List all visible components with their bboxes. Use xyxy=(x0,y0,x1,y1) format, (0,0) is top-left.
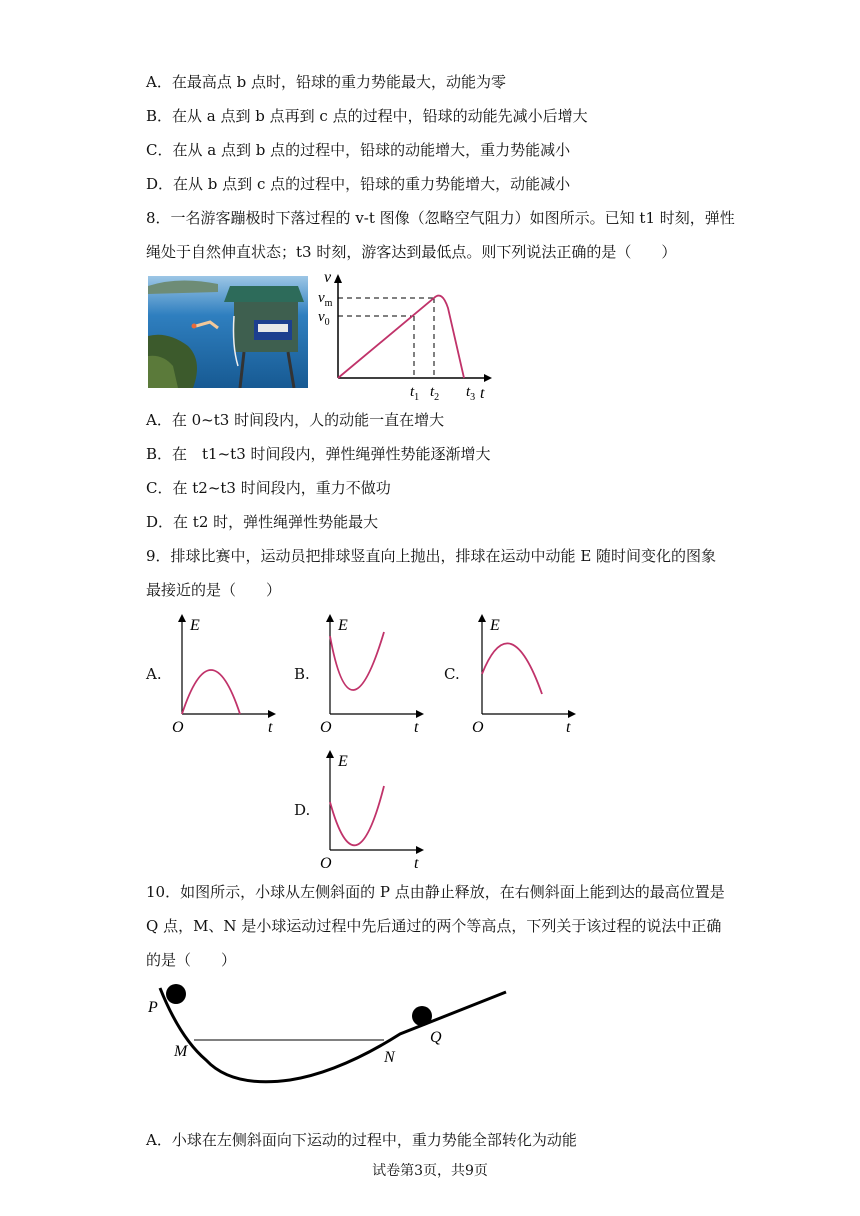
q9-option-b-label: B. xyxy=(294,665,310,683)
q10-stem-line1: 10．如图所示，小球从左侧斜面的 P 点由静止释放，在右侧斜面上能到达的最高位置是 xyxy=(146,883,725,901)
q7-option-d: D．在从 b 点到 c 点的过程中，铅球的重力势能增大，动能减小 xyxy=(146,175,571,193)
bungee-photo xyxy=(148,276,308,388)
curve-c xyxy=(482,643,542,694)
q8-option-d: D．在 t2 时，弹性绳弹性势能最大 xyxy=(146,513,379,531)
v-arrow-icon xyxy=(334,274,342,283)
svg-text:t: t xyxy=(414,719,419,736)
q9-option-a-label: A. xyxy=(146,665,162,683)
label-n: N xyxy=(384,1049,395,1066)
energy-graph-a xyxy=(168,610,288,738)
vt-graph xyxy=(316,268,496,402)
svg-text:E: E xyxy=(490,617,500,634)
t1-label: $t_1$ xyxy=(410,384,420,402)
slope-diagram xyxy=(140,972,520,1092)
q8-option-c: C．在 t2~t3 时间段内，重力不做功 xyxy=(146,479,391,497)
velocity-curve xyxy=(338,296,464,378)
svg-text:O: O xyxy=(172,719,184,736)
curve-b xyxy=(330,632,384,690)
q8-stem-line2: 绳处于自然伸直状态；t3 时刻，游客达到最低点。则下列说法正确的是（ ） xyxy=(146,243,677,261)
q9-stem-line2: 最接近的是（ ） xyxy=(146,581,282,599)
label-p: P xyxy=(148,999,158,1016)
q8-option-b: B．在 t1~t3 时间段内，弹性绳弹性势能逐渐增大 xyxy=(146,445,491,463)
curve-d xyxy=(330,786,384,845)
svg-text:O: O xyxy=(320,855,332,872)
svg-text:t: t xyxy=(414,855,419,872)
ball-at-q xyxy=(412,1006,432,1026)
v-axis-label: v xyxy=(324,269,332,286)
label-m: M xyxy=(174,1043,188,1060)
q10-stem-line3: 的是（ ） xyxy=(146,951,237,969)
q8-option-a: A．在 0~t3 时间段内，人的动能一直在增大 xyxy=(146,411,445,429)
svg-text:E: E xyxy=(338,617,348,634)
q9-option-c-label: C. xyxy=(444,665,460,683)
q10-stem-line2: Q 点，M、N 是小球运动过程中先后通过的两个等高点，下列关于该过程的说法中正确 xyxy=(146,917,722,935)
t-arrow-icon xyxy=(484,374,492,382)
page-footer: 试卷第3页，共9页 xyxy=(372,1163,488,1179)
q7-option-b: B．在从 a 点到 b 点再到 c 点的过程中，铅球的动能先减小后增大 xyxy=(146,107,588,125)
q9-stem-line1: 9．排球比赛中，运动员把排球竖直向上抛出，排球在运动中动能 E 随时间变化的图象 xyxy=(146,547,717,565)
q10-option-a: A．小球在左侧斜面向下运动的过程中，重力势能全部转化为动能 xyxy=(146,1131,577,1149)
energy-graph-c xyxy=(468,610,588,738)
v0-label: $v_0$ xyxy=(318,309,330,328)
label-q: Q xyxy=(430,1029,442,1046)
energy-graph-d xyxy=(318,746,438,874)
svg-text:t: t xyxy=(566,719,571,736)
t-axis-label: t xyxy=(480,385,485,402)
svg-text:t: t xyxy=(268,719,273,736)
svg-text:E: E xyxy=(338,753,348,770)
vm-label: $v_m$ xyxy=(318,290,333,309)
t3-label: $t_3$ xyxy=(466,384,476,402)
q7-option-c: C．在从 a 点到 b 点的过程中，铅球的动能增大，重力势能减小 xyxy=(146,141,571,159)
track-curve xyxy=(160,988,506,1082)
q9-option-d-label: D. xyxy=(294,801,311,819)
svg-text:E: E xyxy=(190,617,200,634)
ball-at-p xyxy=(166,984,186,1004)
svg-text:O: O xyxy=(320,719,332,736)
curve-a xyxy=(182,670,240,714)
q7-option-a: A．在最高点 b 点时，铅球的重力势能最大，动能为零 xyxy=(146,73,506,91)
energy-graph-b xyxy=(318,610,438,738)
svg-text:O: O xyxy=(472,719,484,736)
t2-label: $t_2$ xyxy=(430,384,440,402)
q8-stem-line1: 8．一名游客蹦极时下落过程的 v-t 图像（忽略空气阻力）如图所示。已知 t1 时刻，弹性 xyxy=(146,209,735,227)
